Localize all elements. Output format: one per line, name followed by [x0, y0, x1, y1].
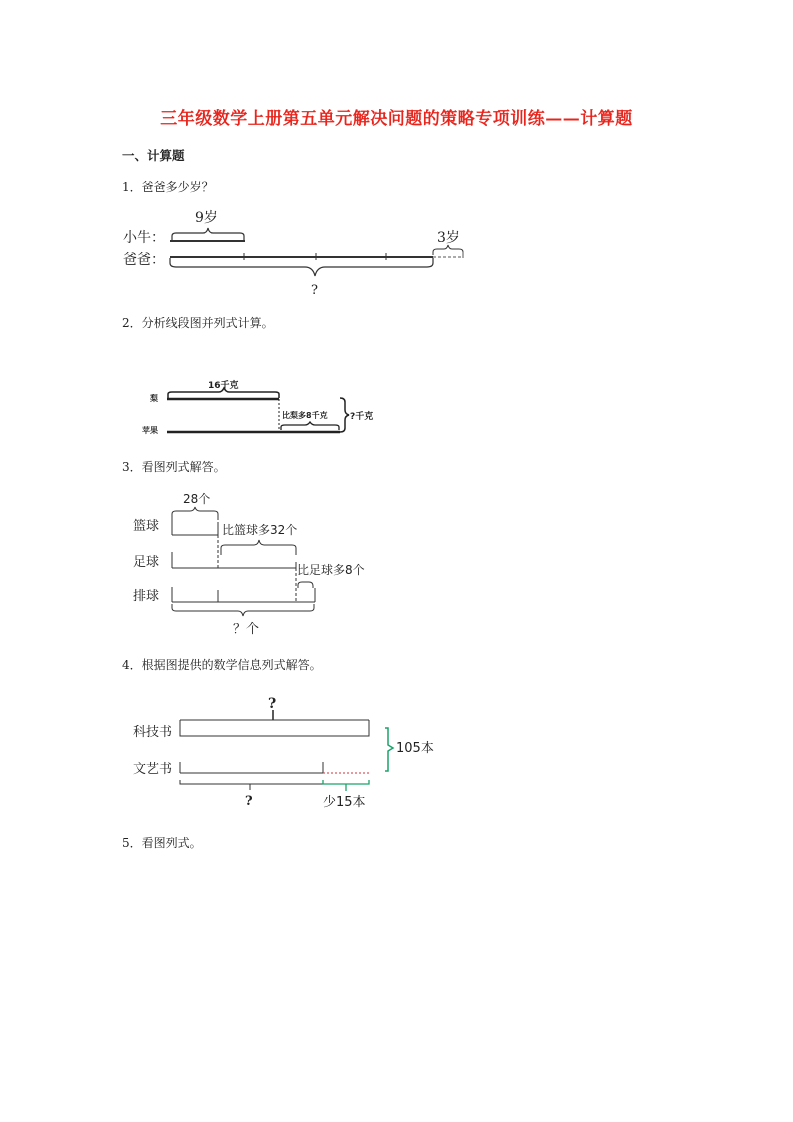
label-art-books: 文艺书 [133, 762, 173, 777]
label-football: 足球 [133, 555, 160, 570]
question-text: 根据图提供的数学信息列式解答。 [141, 658, 322, 672]
art-brace [180, 780, 323, 784]
top-question: ? [268, 696, 277, 712]
total-brace [385, 728, 393, 771]
page-title: 三年级数学上册第五单元解决问题的策略专项训练——计算题 [160, 109, 633, 129]
label-pear: 梨 [150, 394, 158, 403]
section-heading: 一、计算题 [122, 148, 185, 163]
brace-label-9: 9岁 [195, 210, 218, 226]
bottom-question: ? [245, 794, 253, 809]
question-text: 看图列式。 [141, 836, 202, 850]
brace-label-16kg: 16千克 [208, 381, 239, 391]
football-more-label: 比篮球多32个 [222, 523, 298, 537]
diff-label: 比梨多8千克 [282, 411, 328, 420]
label-volleyball: 排球 [133, 589, 160, 604]
basketball-value: 28个 [183, 492, 211, 506]
less-label: 少15本 [323, 795, 366, 810]
less-brace [323, 780, 369, 784]
extra-label: 3岁 [437, 230, 460, 246]
label-calf: 小牛： [123, 230, 165, 246]
science-segment [180, 724, 369, 736]
bottom-question: ? [311, 283, 318, 298]
question-text: 看图列式解答。 [141, 460, 226, 474]
label-apple: 苹果 [142, 426, 158, 435]
label-basketball: 篮球 [133, 519, 160, 534]
question-text: 爸爸多少岁？ [141, 180, 214, 194]
question-number: 2． [122, 316, 142, 330]
volleyball-more-label: 比足球多8个 [297, 563, 365, 577]
total-question: ？个 [233, 622, 260, 637]
question-number: 3． [122, 460, 142, 474]
label-science-books: 科技书 [133, 725, 173, 740]
label-dad: 爸爸： [123, 252, 165, 268]
question-number: 5． [122, 836, 142, 850]
total-label: 105本 [396, 741, 434, 756]
question-number: 4． [122, 658, 142, 672]
total-label: ?千克 [350, 412, 374, 422]
question-number: 1． [122, 180, 142, 194]
question-text: 分析线段图并列式计算。 [141, 316, 274, 330]
